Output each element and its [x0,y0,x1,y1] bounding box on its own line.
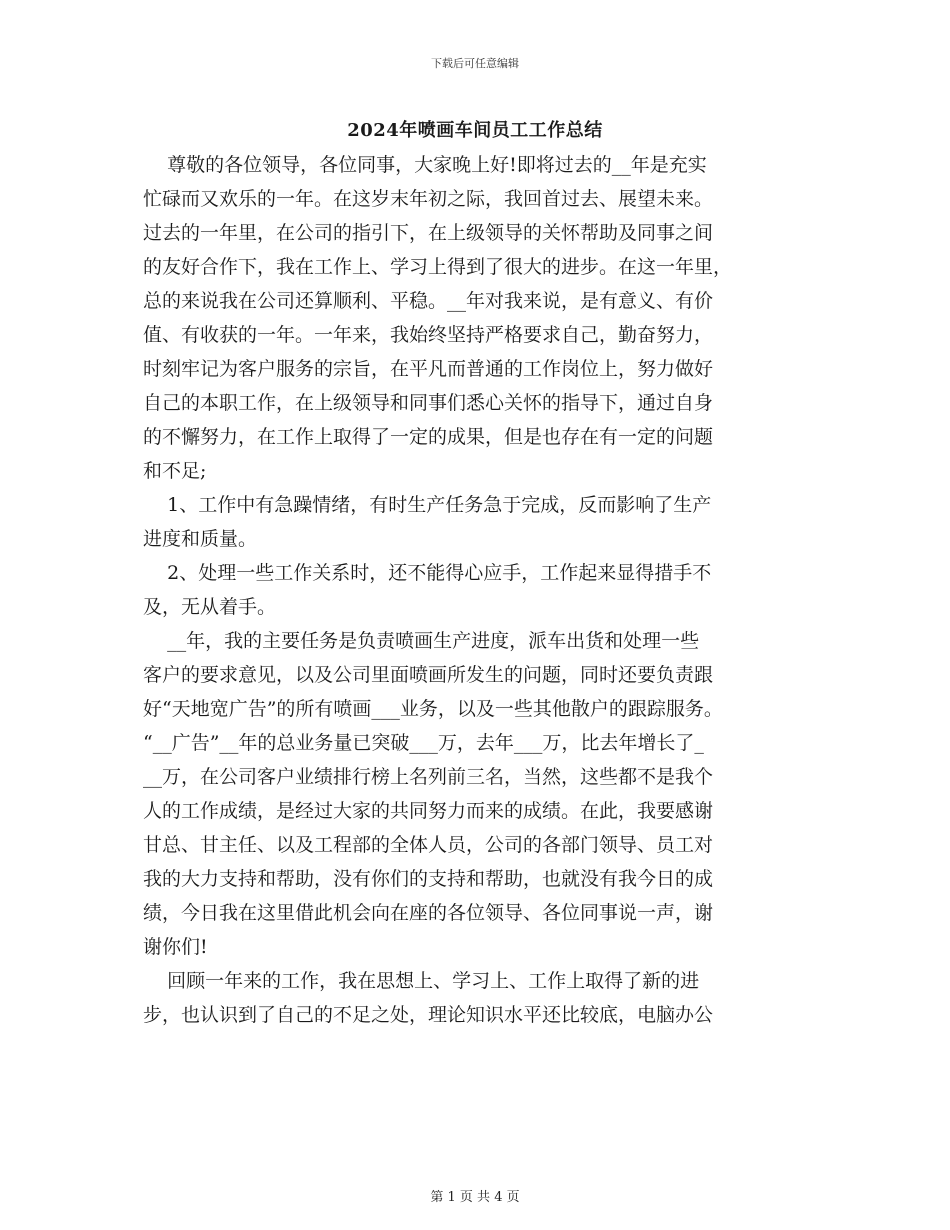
body-line: 的不懈努力，在工作上取得了一定的成果，但是也存在有一定的问题 [143,426,714,448]
body-line: 谢你们! [143,936,208,958]
body-line: 我的大力支持和帮助，没有你们的支持和帮助，也就没有我今日的成 [143,868,714,890]
body-line: 人的工作成绩，是经过大家的共同努力而来的成绩。在此，我要感谢 [143,800,714,822]
body-line: 甘总、甘主任、以及工程部的全体人员，公司的各部门领导、员工对 [143,834,714,856]
body-line: __年，我的主要任务是负责喷画生产进度，派车出货和处理一些 [143,630,700,652]
body-line: 进度和质量。 [143,528,258,550]
body-line: 绩，今日我在这里借此机会向在座的各位领导、各位同事说一声，谢 [143,902,714,924]
body-line: 好“天地宽广告”的所有喷画___业务，以及一些其他散户的跟踪服务。 [143,698,723,720]
body-line: 和不足; [143,460,207,482]
body-line: 2、处理一些工作关系时，还不能得心应手，工作起来显得措手不 [143,562,712,584]
body-line: 步，也认识到了自己的不足之处，理论知识水平还比较底，电脑办公 [143,1004,714,1026]
body-line: 自己的本职工作，在上级领导和同事们悉心关怀的指导下，通过自身 [143,392,714,414]
header-note: 下载后可任意编辑 [431,57,519,70]
page-footer: 第 1 页 共 4 页 [430,1190,520,1205]
body-line: 值、有收获的一年。一年来，我始终坚持严格要求自己，勤奋努力， [143,324,714,346]
body-line: 忙碌而又欢乐的一年。在这岁末年初之际，我回首过去、展望未来。 [143,188,714,210]
document-title: 2024年喷画车间员工工作总结 [347,120,603,141]
body-line: 过去的一年里，在公司的指引下，在上级领导的关怀帮助及同事之间 [143,222,714,244]
body-line: __万，在公司客户业绩排行榜上名列前三名，当然，这些都不是我个 [143,766,714,788]
body-line: 及，无从着手。 [143,596,277,618]
body-line: 总的来说我在公司还算顺利、平稳。__年对我来说，是有意义、有价 [143,290,714,312]
body-line: 回顾一年来的工作，我在思想上、学习上、工作上取得了新的进 [143,970,700,992]
body-line: “__广告”__年的总业务量已突破___万，去年___万，比去年增长了_ [143,732,704,754]
body-line: 的友好合作下，我在工作上、学习上得到了很大的进步。在这一年里， [143,256,733,278]
body-line: 尊敬的各位领导，各位同事，大家晚上好!即将过去的__年是充实 [143,154,707,176]
body-line: 1、工作中有急躁情绪，有时生产任务急于完成，反而影响了生产 [143,494,712,516]
body-line: 客户的要求意见，以及公司里面喷画所发生的问题，同时还要负责跟 [143,664,714,686]
body-line: 时刻牢记为客户服务的宗旨，在平凡而普通的工作岗位上，努力做好 [143,358,714,380]
